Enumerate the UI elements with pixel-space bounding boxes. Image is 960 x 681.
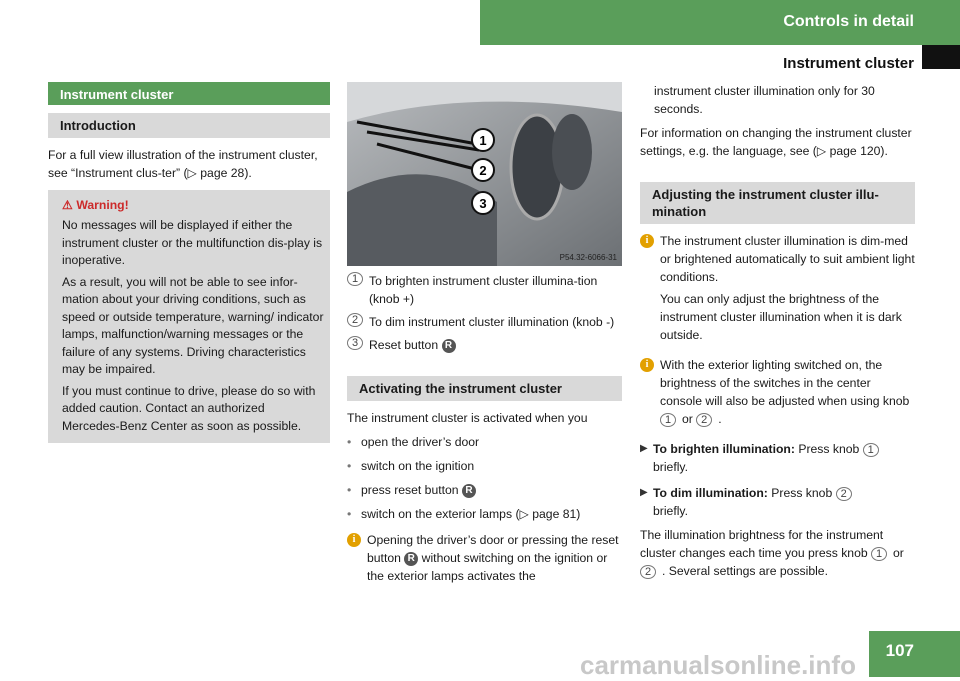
column-1 xyxy=(48,82,330,443)
svg-text:1: 1 xyxy=(479,133,487,148)
section-title: Instrument cluster xyxy=(783,55,914,72)
warning-text-1: No messages will be displayed if either the instrument cluster or the multifunction dis-play is inoperative. xyxy=(62,218,323,267)
info-text-a: With the exterior lighting switched on, the brightness of the switches in the center console will also be adjusted when using knob xyxy=(660,358,910,408)
number-marker: 1 xyxy=(347,272,363,286)
warning-box xyxy=(48,190,330,443)
info-text: The instrument cluster illumination is dim-med or brightened automatically to suit ambient light conditions. xyxy=(660,234,915,284)
step-label: To dim illumination: xyxy=(653,486,768,500)
reset-button-icon: R xyxy=(442,339,456,353)
thumb-marker xyxy=(922,45,960,69)
list-label: press reset button xyxy=(361,483,459,497)
number-marker: 1 xyxy=(660,413,676,427)
number-marker: 2 xyxy=(347,313,363,327)
list-text: open the driver’s door xyxy=(361,435,480,449)
warning-title xyxy=(62,196,324,214)
subsection-heading: Introduction xyxy=(48,113,330,138)
or-text: or xyxy=(893,546,904,560)
arrow-icon: ▶ xyxy=(640,443,648,454)
column-2 xyxy=(347,82,622,589)
list-item xyxy=(347,481,622,499)
number-marker: 3 xyxy=(347,336,363,350)
info-icon: i xyxy=(347,533,361,547)
final-text-a: The illumination brightness for the instrument cluster changes each time you press knob xyxy=(640,528,884,560)
step-end: briefly. xyxy=(653,460,688,474)
list-text: switch on the exterior lamps (▷ page 81) xyxy=(361,507,581,521)
legend-label: Reset button xyxy=(369,338,439,352)
info-note xyxy=(347,531,622,589)
legend-text: To dim instrument cluster illumination (knob -) xyxy=(369,315,615,329)
activating-intro: The instrument cluster is activated when you xyxy=(347,411,588,425)
final-text-b: . Several settings are possible. xyxy=(662,564,828,578)
dashboard-illustration xyxy=(347,82,622,266)
legend-text xyxy=(369,336,622,354)
list-item xyxy=(347,505,622,523)
step-body: Press knob xyxy=(798,442,860,456)
instrument-photo xyxy=(347,82,622,266)
or-text: or xyxy=(682,412,693,426)
intro-text: For a full view illustration of the instrument cluster, see “Instrument clus-ter” (▷ page 28). xyxy=(48,148,318,180)
info-icon: i xyxy=(640,358,654,372)
page-number: 107 xyxy=(885,641,914,660)
column-3 xyxy=(640,82,915,586)
svg-text:3: 3 xyxy=(479,196,487,211)
number-marker: 2 xyxy=(836,487,852,501)
subsection-heading: Adjusting the instrument cluster illu-mination xyxy=(640,182,915,224)
info-note xyxy=(640,356,915,432)
warning-icon: ⚠ xyxy=(62,198,77,212)
list-text xyxy=(361,481,476,499)
number-marker: 1 xyxy=(863,443,879,457)
chapter-tab xyxy=(480,0,960,45)
legend-item xyxy=(347,336,622,354)
info-text-a: Opening the driver’s door or pressing the reset button xyxy=(367,533,619,565)
info-text-b: without switching on the ignition or the exterior lamps activates the xyxy=(367,551,608,583)
info-note xyxy=(640,232,915,348)
page-number-box xyxy=(869,631,960,677)
step-label: To brighten illumination: xyxy=(653,442,795,456)
final-text xyxy=(640,526,915,580)
info-text: With the exterior lighting switched on, the brightness of the switches in the center console will also be adjusted when using knob 1 or 2 . xyxy=(660,358,910,426)
step-body: Press knob xyxy=(771,486,833,500)
bullet-icon: • xyxy=(347,483,352,497)
bullet-icon: • xyxy=(347,435,352,449)
bullet-icon: • xyxy=(347,507,352,521)
list-item xyxy=(347,457,622,475)
number-marker: 2 xyxy=(696,413,712,427)
svg-text:2: 2 xyxy=(479,163,487,178)
reset-button-icon: R xyxy=(404,552,418,566)
warning-label: Warning! xyxy=(76,198,129,212)
section-heading: Instrument cluster xyxy=(48,82,330,105)
continued-text: instrument cluster illumination only for 30 seconds. xyxy=(654,84,875,116)
list-item xyxy=(347,433,622,451)
info-text: You can only adjust the brightness of the instrument cluster illumination when it is dark outside. xyxy=(660,292,902,342)
info-text xyxy=(367,531,622,585)
step-end: briefly. xyxy=(653,504,688,518)
bullet-icon: • xyxy=(347,459,352,473)
reset-button-icon: R xyxy=(462,484,476,498)
step-item xyxy=(640,440,915,476)
warning-text-3: If you must continue to drive, please do so with added caution. Contact an authorized Mercedes-Benz Center as soon as possible. xyxy=(62,383,316,433)
step-item xyxy=(640,484,915,520)
chapter-title: Controls in detail xyxy=(783,13,914,30)
step-text xyxy=(653,484,858,520)
step-text xyxy=(653,440,885,476)
watermark: carmanualsonline.info xyxy=(580,650,856,680)
number-marker: 1 xyxy=(871,547,887,561)
legend-item xyxy=(347,313,622,331)
settings-text: For information on changing the instrument cluster settings, e.g. the language, see (▷ page 120). xyxy=(640,126,912,158)
number-marker: 2 xyxy=(640,565,656,579)
legend-text: To brighten instrument cluster illumina-tion (knob +) xyxy=(369,274,598,306)
info-icon: i xyxy=(640,234,654,248)
legend-item xyxy=(347,272,622,308)
arrow-icon: ▶ xyxy=(640,487,648,498)
warning-text-2: As a result, you will not be able to see infor-mation about your driving conditions, such as speed or outside temperature, warning/ indicator lamps, malfunction/warning messages or the failure of any systems. Driving characteristics may be impaired. xyxy=(62,274,324,376)
photo-code: P54.32-6066-31 xyxy=(559,253,617,262)
list-text: switch on the ignition xyxy=(361,459,475,473)
subsection-heading: Activating the instrument cluster xyxy=(347,376,622,401)
